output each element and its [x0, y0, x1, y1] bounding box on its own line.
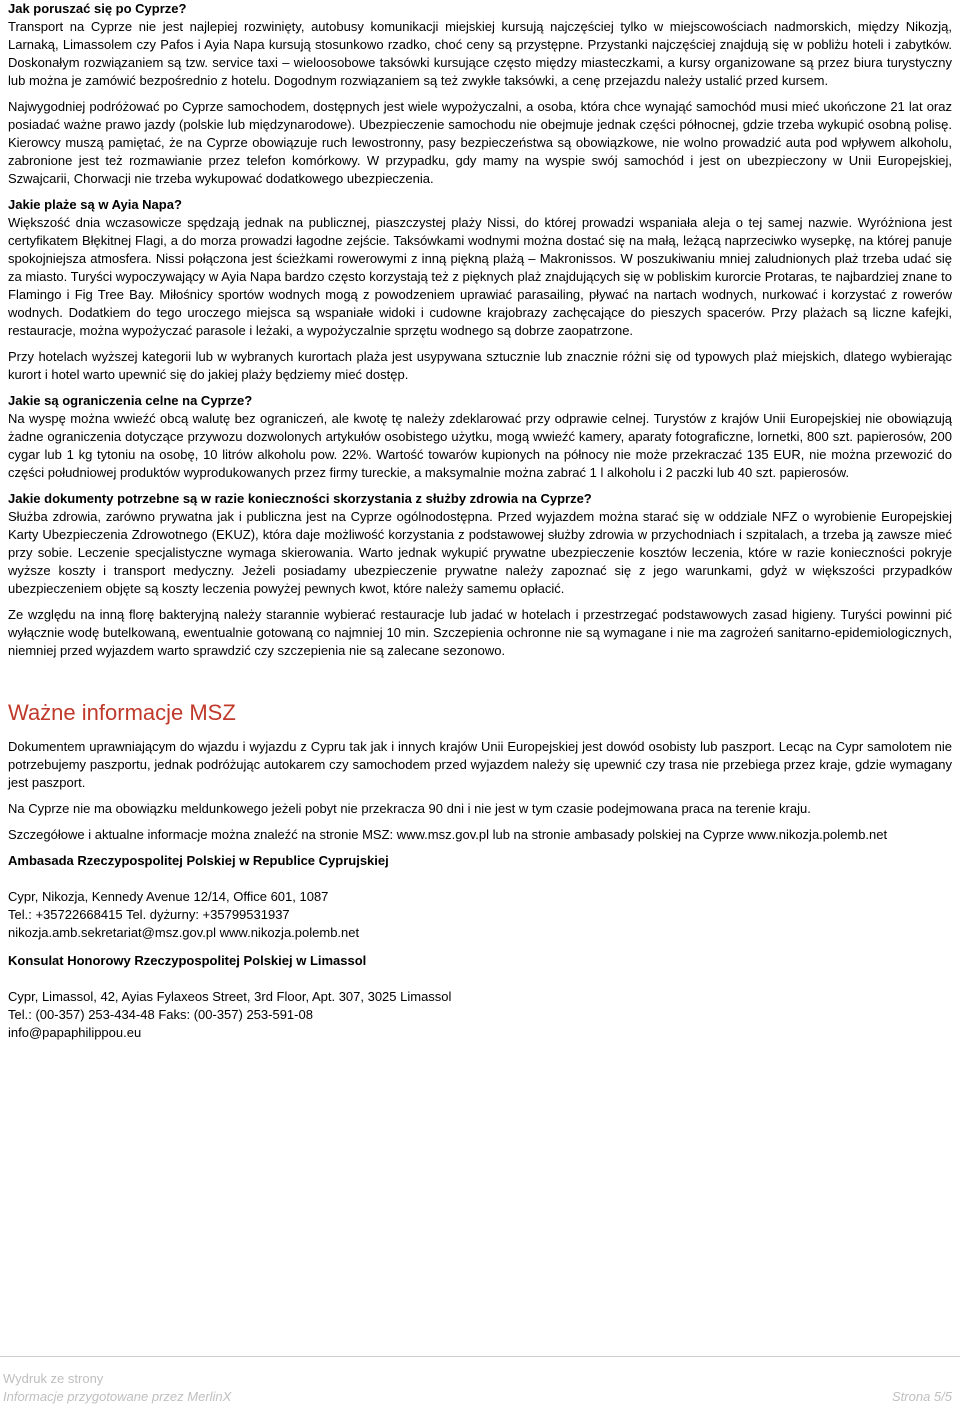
beaches-paragraph-1: Większość dnia wczasowicze spędzają jednak na publicznej, piaszczystej plaży Nissi, do której prowadzi wspaniała aleja o tej samej nazwie. Wyróżniona jest certyfikatem Błękitnej Flagi, a do morza prowadzi łagodne zejście. Taksówkami wodnymi można dostać się na małą, leżącą naprzeciwko wysepkę, na której panuje spokojniejsza atmosfera. Nissi połączona jest ścieżkami rowerowymi z inną piękną plażą – Makronissos. W poszukiwaniu mniej zaludnionych plaż trzeba udać się za miasto. Turyści wypoczywający w Ayia Napa bardzo często korzystają też z pięknych plaż znajdujących się w pobliskim kurorcie Protaras, te najbardziej znane to Flamingo i Fig Tree Bay. Miłośnicy sportów wodnych mogą z powodzeniem uprawiać parasailing, pływać na nartach wodnych, nurkować i korzystać z rowerów wodnych. Dodatkiem do tego uroczego miejsca są wspaniałe widoki i cudowne krajobrazy zachęcające do pieszych spacerów. Przy plażach są liczne kafejki, restauracje, można wypożyczać parasole i leżaki, a wypożyczalnie sprzętu wodnego są dobrze zaopatrzone.	[8, 215, 952, 338]
transport-paragraph-1: Transport na Cyprze nie jest najlepiej rozwinięty, autobusy komunikacji miejskiej kursują najczęściej tylko w miejscowościach nadmorskich, między Nikozją, Larnaką, Limassolem czy Pafos i Ayia Napa kursują stosunkowo rzadko, choć ceny są przystępne. Przystanki najczęściej znajdują się w pobliżu hoteli i zabytków. Doskonałym rozwiązaniem są tzw. service taxi – wieloosobowe taksówki kursujące często między miasteczkami, a kursy organizowane są przez biura turystyczny lub można je zamówić bezpośrednio z hotelu. Dogodnym rozwiązaniem są też zwykłe taksówki, a cenę przejazdu należy ustalić przed kursem.	[8, 19, 952, 88]
msz-heading: Ważne informacje MSZ	[8, 700, 236, 725]
health-paragraph-1: Służba zdrowia, zarówno prywatna jak i publiczna jest na Cyprze ogólnodostępna. Przed wyjazdem można starać się w oddziale NFZ o wyrobienie Europejskiej Karty Ubezpieczenia Zdrowotnego (EKUZ), która daje możliwość korzystania z podstawowej służby zdrowia w przychodniach i szpitalach, a trzeba ją zawsze mieć przy sobie. Leczenie specjalistyczne wymaga skierowania. Warto jednak wykupić prywatne ubezpieczenie kosztów leczenia, które w razie konieczności pokryje wyższe koszty i transport medyczny. Jeżeli posiadamy ubezpieczenie prywatne należy zapoznać się z jego warunkami, gdyż w większości przypadków ubezpieczeniem objęte są koszty leczenia powyżej pewnych kwot, które należy samemu opłacić.	[8, 509, 952, 596]
beaches-question: Jakie plaże są w Ayia Napa?	[8, 197, 182, 212]
consulate-phone: Tel.: (00-357) 253-434-48 Faks: (00-357) 253-591-08	[8, 1007, 313, 1022]
consulate-email: info@papaphilippou.eu	[8, 1025, 142, 1040]
embassy-phone: Tel.: +35722668415 Tel. dyżurny: +35799531937	[8, 907, 290, 922]
customs-question: Jakie są ograniczenia celne na Cyprze?	[8, 393, 253, 408]
consulate-address: Cypr, Limassol, 42, Ayias Fylaxeos Street, 3rd Floor, Apt. 307, 3025 Limassol	[8, 989, 452, 1004]
transport-question: Jak poruszać się po Cyprze?	[8, 1, 187, 16]
msz-paragraph-2: Na Cyprze nie ma obowiązku meldunkowego jeżeli pobyt nie przekracza 90 dni i nie jest w tym czasie podejmowana praca na terenie kraju.	[8, 801, 811, 816]
embassy-address: Cypr, Nikozja, Kennedy Avenue 12/14, Office 601, 1087	[8, 889, 329, 904]
msz-paragraph-1: Dokumentem uprawniającym do wjazdu i wyjazdu z Cypru tak jak i innych krajów Unii Europejskiej jest dowód osobisty lub paszport. Lecąc na Cypr samolotem nie potrzebujemy paszportu, jednak podróżując autokarem czy samochodem przed wyjazdem należy się upewnić czy trasa nie przebiega przez kraje, gdzie wymagany jest paszport.	[8, 739, 952, 790]
customs-paragraph-1: Na wyspę można wwieźć obcą walutę bez ograniczeń, ale kwotę tę należy zdeklarować przy odprawie celnej. Turystów z krajów Unii Europejskiej nie obowiązują żadne ograniczenia dotyczące przywozu dozwolonych artykułów osobistego użytku, mogą wwieźć kamery, aparaty fotograficzne, lornetki, 800 szt. papierosów, 200 cygar lub 1 kg tytoniu na osobę, 10 litrów alkoholu pow. 22%. Wartość towarów kupionych na północy nie może przekraczać 135 EUR, nie można przewozić do części południowej produktów wyprodukowanych przez firmy tureckie, a maksymalnie można zabrać 1 l alkoholu i 2 paczki lub 40 szt. papierosów.	[8, 411, 952, 480]
embassy-contact: nikozja.amb.sekretariat@msz.gov.pl www.nikozja.polemb.net	[8, 925, 360, 940]
beaches-paragraph-2: Przy hotelach wyższej kategorii lub w wybranych kurortach plaża jest usypywana sztucznie lub znacznie różni się od typowych plaż miejskich, dlatego wybierając kurort i hotel warto upewnić się do jakiej plaży będziemy mieć dostęp.	[8, 349, 952, 382]
page-number: Strona 5/5	[892, 1389, 952, 1404]
footer-print-label: Wydruk ze strony	[3, 1371, 104, 1386]
footer-credit: Informacje przygotowane przez MerlinX	[3, 1389, 232, 1404]
msz-paragraph-3: Szczegółowe i aktualne informacje można znaleźć na stronie MSZ: www.msz.gov.pl lub na stronie ambasady polskiej na Cyprze www.nikozja.polemb.net	[8, 827, 888, 842]
transport-paragraph-2: Najwygodniej podróżować po Cyprze samochodem, dostępnych jest wiele wypożyczalni, a osoba, która chce wynająć samochód musi mieć ukończone 21 lat oraz posiadać ważne prawo jazdy (polskie lub międzynarodowe). Ubezpieczenie samochodu nie obejmuje jednak części północnej, gdzie trzeba wykupić osobną polisę. Kierowcy muszą pamiętać, że na Cyprze obowiązuje ruch lewostronny, pasy bezpieczeństwa są obowiązkowe, nie wolno prowadzić auta pod wpływem alkoholu, zabronione jest też rozmawianie przez telefon komórkowy. W przypadku, gdy mamy na wyspie swój samochód i jest on ubezpieczony w Unii Europejskiej, Szwajcarii, Chorwacji nie trzeba wykupować dodatkowego ubezpieczenia.	[8, 99, 952, 186]
document-page	[8, 0, 952, 1042]
page-footer	[0, 1356, 960, 1404]
health-paragraph-2: Ze względu na inną florę bakteryjną należy starannie wybierać restauracje lub jadać w hotelach i przestrzegać podstawowych zasad higieny. Turyści powinni pić wyłącznie wodę butelkowaną, ewentualnie gotowaną co najmniej 10 min. Szczepienia ochronne nie są wymagane i nie ma zagrożeń sanitarno-epidemiologicznych, niemniej przed wyjazdem warto sprawdzić czy szczepienia nie są zalecane sezonowo.	[8, 607, 952, 658]
health-question: Jakie dokumenty potrzebne są w razie konieczności skorzystania z służby zdrowia na Cyprze?	[8, 491, 592, 506]
consulate-name: Konsulat Honorowy Rzeczypospolitej Polskiej w Limassol	[8, 953, 367, 968]
embassy-name: Ambasada Rzeczypospolitej Polskiej w Republice Cyprujskiej	[8, 853, 389, 868]
